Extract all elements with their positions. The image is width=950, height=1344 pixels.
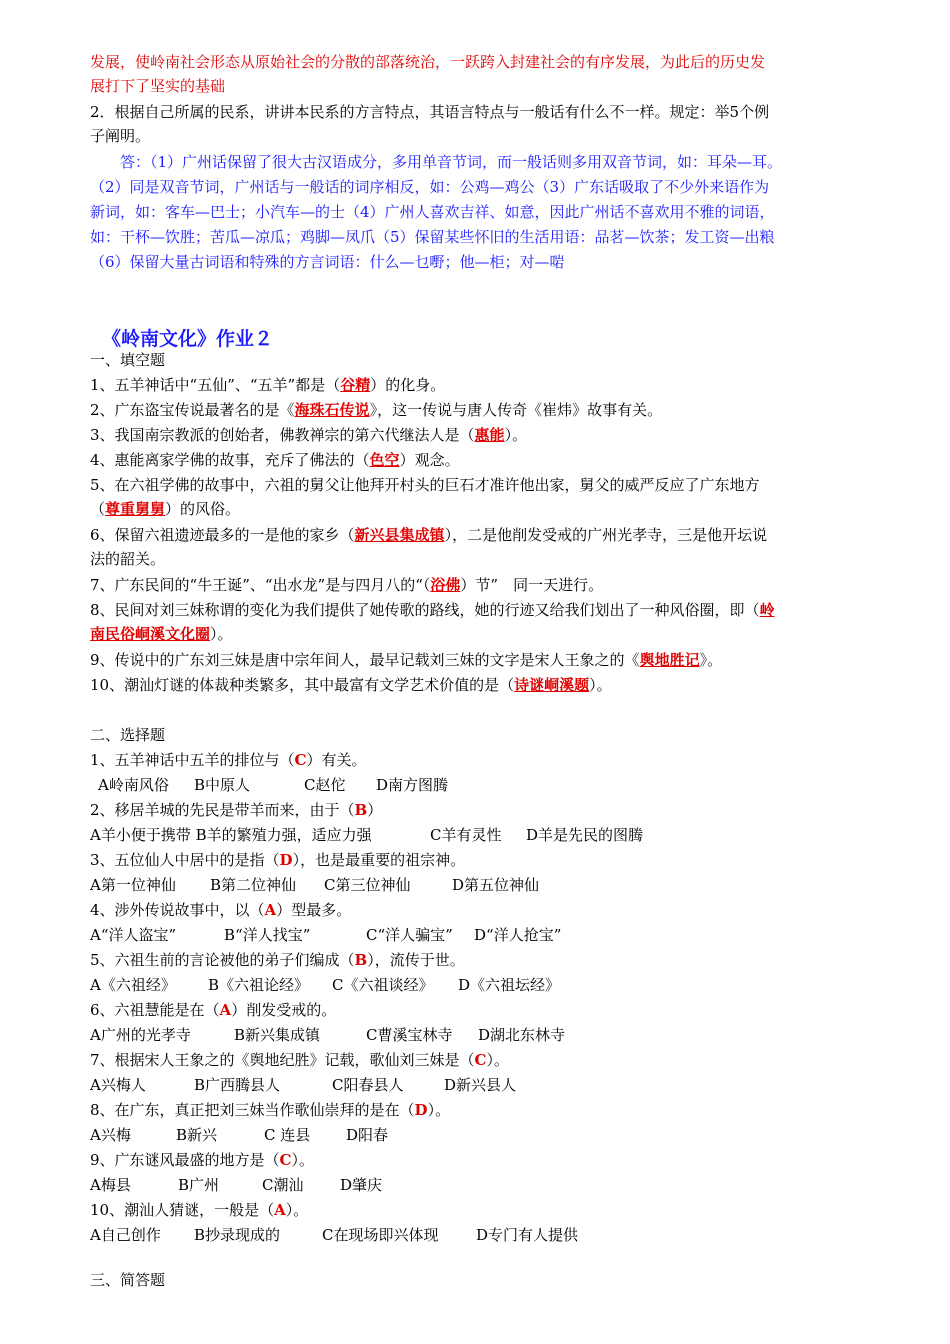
answer-text: 诗谜峒溪题 <box>514 676 590 694</box>
choice-option: B“洋人找宝” <box>224 926 311 944</box>
answer-text: 谷精 <box>340 376 371 394</box>
choice-option: B广州 <box>178 1176 220 1194</box>
choice-option: B新兴 <box>176 1126 218 1144</box>
intro-text-line: 展打下了坚实的基础 <box>90 77 226 95</box>
answer-text: 色空 <box>369 451 400 469</box>
choice-option: A“洋人盗宝” <box>90 926 177 944</box>
answer-text: 海珠石传说 <box>294 401 370 419</box>
answer-line: （2）同是双音节词，广州话与一般话的词序相反，如：公鸡—鸡公（3）广东话吸取了不少外来语作为 <box>90 178 770 196</box>
fill-question-2: 2、广东盗宝传说最著名的是《海珠石传说》，这一传说与唐人传奇《崔炜》故事有关。 <box>90 401 663 419</box>
answer-letter: D <box>279 851 293 869</box>
fill-question-8-cont: 南民俗峒溪文化圈）。 <box>90 625 233 643</box>
answer-text: 尊重舅舅 <box>105 500 166 518</box>
choice-question: 5、六祖生前的言论被他的弟子们编成（B），流传于世。 <box>90 951 465 969</box>
answer-line: 新词，如：客车—巴士；小汽车—的士（4）广州人喜欢吉祥、如意，因此广州话不喜欢用不雅的词语， <box>90 203 775 221</box>
answer-text: 舆地胜记 <box>639 651 700 669</box>
choice-question: 8、在广东，真正把刘三妹当作歌仙崇拜的是在（D）。 <box>90 1101 451 1119</box>
choice-option: C潮汕 <box>262 1176 304 1194</box>
fill-question-6: 6、保留六祖遗迹最多的一是他的家乡（新兴县集成镇），二是他削发受戒的广州光孝寺，三是他开坛说 <box>90 526 768 544</box>
answer-letter: B <box>354 801 368 819</box>
fill-question-3: 3、我国南宗教派的创始者，佛教禅宗的第六代继法人是（惠能）。 <box>90 426 528 444</box>
choice-option: C“洋人骗宝” <box>366 926 453 944</box>
fill-question-7: 7、广东民间的“牛王诞”、“出水龙”是与四月八的“（浴佛）节” 同一天进行。 <box>90 576 604 594</box>
answer-text: 惠能 <box>474 426 505 444</box>
answer-text: 岭 <box>759 601 775 619</box>
fill-question-4: 4、惠能离家学佛的故事，充斥了佛法的（色空）观念。 <box>90 451 460 469</box>
answer-letter: B <box>354 951 368 969</box>
fill-question-5: 5、在六祖学佛的故事中，六祖的舅父让他拜开村头的巨石才准许他出家，舅父的威严反应了广东地方 <box>90 476 760 494</box>
choice-option: B第二位神仙 <box>210 876 297 894</box>
question-line: 子阐明。 <box>90 127 151 145</box>
answer-letter: C <box>294 751 307 769</box>
choice-option: A兴梅 <box>90 1126 131 1144</box>
fill-question-10: 10、潮汕灯谜的体裁种类繁多，其中最富有文学艺术价值的是（诗谜峒溪题）。 <box>90 676 612 694</box>
answer-letter: A <box>219 1001 232 1019</box>
choice-question: 2、移居羊城的先民是带羊而来，由于（B） <box>90 801 383 819</box>
intro-text-line: 发展，使岭南社会形态从原始社会的分散的部落统治，一跃跨入封建社会的有序发展，为此后的历史发 <box>90 53 766 71</box>
choice-option: C在现场即兴体现 <box>322 1226 439 1244</box>
choice-option: D肇庆 <box>340 1176 383 1194</box>
choice-option: A《六祖经》 <box>90 976 176 994</box>
section-heading: 二、选择题 <box>90 726 166 744</box>
answer-letter: A <box>274 1201 286 1219</box>
choice-option: A岭南风俗 <box>98 776 169 794</box>
choice-option: C曹溪宝林寺 <box>366 1026 453 1044</box>
answer-line: 如：干杯—饮胜；苦瓜—凉瓜；鸡脚—凤爪（5）保留某些怀旧的生活用语：品茗—饮茶；发工资—出粮 <box>90 228 775 246</box>
choice-option: A广州的光孝寺 <box>90 1026 191 1044</box>
choice-option: C第三位神仙 <box>324 876 411 894</box>
assignment-title: 《岭南文化》作业２ <box>102 328 274 350</box>
answer-line: 答：（1）广州话保留了很大古汉语成分，多用单音节词，而一般话则多用双音节词，如：耳朵—耳。 <box>120 153 783 171</box>
choice-option: D第五位神仙 <box>452 876 540 894</box>
choice-option: C阳春县人 <box>332 1076 404 1094</box>
choice-option: A自己创作 <box>90 1226 161 1244</box>
choice-option: A兴梅人 <box>90 1076 146 1094</box>
choice-option: D阳春 <box>346 1126 389 1144</box>
choice-option: C《六祖谈经》 <box>332 976 434 994</box>
fill-question-9: 9、传说中的广东刘三妹是唐中宗年间人，最早记载刘三妹的文字是宋人王象之的《舆地胜记》。 <box>90 651 723 669</box>
choice-option: D专门有人提供 <box>476 1226 579 1244</box>
choice-question: 9、广东谜风最盛的地方是（C）。 <box>90 1151 315 1169</box>
choice-question: 6、六祖慧能是在（A）削发受戒的。 <box>90 1001 337 1019</box>
choice-option: D羊是先民的图腾 <box>526 826 644 844</box>
answer-letter: A <box>264 901 277 919</box>
choice-question: 10、潮汕人猜谜，一般是（A）。 <box>90 1201 309 1219</box>
fill-question-8: 8、民间对刘三妹称谓的变化为我们提供了她传歌的路线，她的行迹又给我们划出了一种风俗圈，即（岭 <box>90 601 775 619</box>
answer-text: 南民俗峒溪文化圈 <box>90 625 211 643</box>
choice-option: D新兴县人 <box>444 1076 517 1094</box>
fill-question-1: 1、五羊神话中“五仙”、“五羊”都是（谷精）的化身。 <box>90 376 446 394</box>
choice-option: B广西腾县人 <box>194 1076 281 1094</box>
choice-question: 3、五位仙人中居中的是指（D），也是最重要的祖宗神。 <box>90 851 466 869</box>
choice-option: B中原人 <box>194 776 251 794</box>
choice-option: B《六祖论经》 <box>208 976 310 994</box>
choice-option: B抄录现成的 <box>194 1226 281 1244</box>
answer-letter: C <box>279 1151 292 1169</box>
choice-option: D南方图腾 <box>376 776 449 794</box>
choice-question: 4、涉外传说故事中，以（A）型最多。 <box>90 901 352 919</box>
section-heading: 一、填空题 <box>90 351 166 369</box>
answer-letter: D <box>414 1101 428 1119</box>
choice-question: 1、五羊神话中五羊的排位与（C）有关。 <box>90 751 367 769</box>
answer-line: （6）保留大量古词语和特殊的方言词语：什么—乜嘢；他—柜；对—啱 <box>90 253 565 271</box>
choice-option: A第一位神仙 <box>90 876 176 894</box>
answer-letter: C <box>474 1051 487 1069</box>
answer-text: 新兴县集成镇 <box>354 526 445 544</box>
choice-option: C 连县 <box>264 1126 311 1144</box>
answer-text: 浴佛 <box>430 576 461 594</box>
choice-option: C羊有灵性 <box>430 826 502 844</box>
choice-option: D《六祖坛经》 <box>458 976 561 994</box>
question-line: 2．根据自己所属的民系，讲讲本民系的方言特点，其语言特点与一般话有什么不一样。规定：举5个例 <box>90 103 770 121</box>
choice-option: B新兴集成镇 <box>234 1026 321 1044</box>
choice-option: D“洋人抢宝” <box>474 926 562 944</box>
choice-option: A梅县 <box>90 1176 131 1194</box>
fill-question-6-cont: 法的韶关。 <box>90 550 166 568</box>
choice-question: 7、根据宋人王象之的《舆地纪胜》记载，歌仙刘三妹是（C）。 <box>90 1051 510 1069</box>
choice-option: D湖北东林寺 <box>478 1026 566 1044</box>
choice-option: A羊小便于携带 B羊的繁殖力强，适应力强 <box>90 826 372 844</box>
choice-option: C赵佗 <box>304 776 346 794</box>
section-heading: 三、简答题 <box>90 1271 166 1289</box>
fill-question-5-cont: （尊重舅舅）的风俗。 <box>90 500 241 518</box>
